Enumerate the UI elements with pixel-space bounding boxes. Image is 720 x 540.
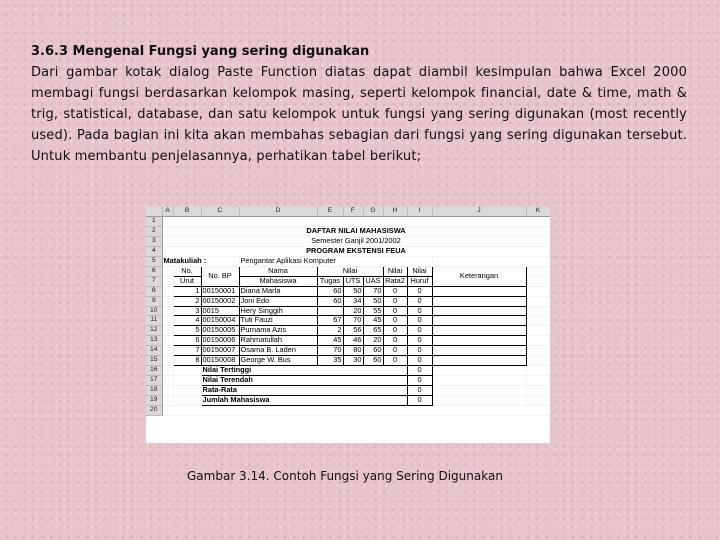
cell-rata2: 0	[383, 346, 407, 356]
cell-rata2: 0	[383, 326, 407, 336]
cell-nama: Tuti Fauzi	[239, 316, 317, 326]
empty-cell	[162, 296, 173, 306]
cell-uas: 65	[363, 326, 383, 336]
cell-keterangan	[432, 326, 526, 336]
row-number: 4	[146, 246, 162, 256]
row-number: 11	[146, 316, 162, 326]
cell-nobp: 00150005	[201, 326, 239, 336]
cell-nama: Joni Edo	[239, 296, 317, 306]
row-number: 20	[146, 406, 162, 416]
cell-rata2: 0	[383, 296, 407, 306]
student-row	[146, 306, 550, 316]
cell-nama: Rahmatullah	[239, 336, 317, 346]
row-number: 15	[146, 356, 162, 366]
sheet-subtitle: Semester Ganjil 2001/2002	[162, 236, 550, 246]
header-nilai-rata: Nilai	[383, 266, 407, 276]
cell-keterangan	[432, 296, 526, 306]
student-row	[146, 356, 550, 366]
cell-uts: 80	[343, 346, 363, 356]
sheet-row	[146, 366, 550, 376]
cell-uts: 70	[343, 316, 363, 326]
col-header-h: H	[383, 207, 407, 216]
summary-value: 0	[407, 366, 432, 376]
cell-huruf: 0	[407, 316, 432, 326]
empty-cell	[526, 316, 550, 326]
summary-terendah: Nilai Terendah	[201, 376, 407, 386]
header-uas: UAS	[363, 276, 383, 286]
empty-cell	[526, 286, 550, 296]
cell-tugas: 35	[317, 356, 343, 366]
empty-cell	[526, 326, 550, 336]
cell-uts: 50	[343, 286, 363, 296]
body-paragraph: Dari gambar kotak dialog Paste Function diatas dapat diambil kesimpulan bahwa Excel 2000 membagi fungsi berdasarkan kelompok masing, seperti kelompok financial, date & time, math & trig, statistical, database, dan satu kelompok untuk fungsi yang sering digunakan (most recently used). Pada bagian ini kita akan membahas sebagian dari fungsi yang sering digunakan tersebut. Untuk membantu penjelasannya, perhatikan tabel berikut;	[31, 65, 687, 164]
cell-tugas: 70	[317, 346, 343, 356]
cell-tugas: 2	[317, 326, 343, 336]
row-number: 10	[146, 306, 162, 316]
row-number: 5	[146, 256, 162, 266]
cell-uts: 34	[343, 296, 363, 306]
sheet-row	[146, 236, 550, 246]
row-number: 13	[146, 336, 162, 346]
student-row	[146, 316, 550, 326]
summary-rata: Rata-Rata	[201, 386, 407, 396]
cell-keterangan	[432, 336, 526, 346]
cell-huruf: 0	[407, 286, 432, 296]
cell-no: 5	[173, 326, 201, 336]
cell-uas: 70	[363, 286, 383, 296]
spreadsheet-image	[146, 207, 550, 443]
student-row	[146, 346, 550, 356]
header-mahasiswa: Mahasiswa	[239, 276, 317, 286]
row-number: 8	[146, 286, 162, 296]
header-urut: Urut	[173, 276, 201, 286]
cell-huruf: 0	[407, 306, 432, 316]
student-row	[146, 296, 550, 306]
row-number: 17	[146, 376, 162, 386]
empty-cell	[526, 346, 550, 356]
cell-no: 8	[173, 356, 201, 366]
matkul-label: Matakuliah :	[162, 256, 239, 266]
cell-nobp: 00150002	[201, 296, 239, 306]
header-uts: UTS	[343, 276, 363, 286]
row-number: 6	[146, 266, 162, 276]
cell-tugas	[317, 306, 343, 316]
cell-huruf: 0	[407, 356, 432, 366]
col-header-i: I	[407, 207, 432, 216]
cell-tugas: 60	[317, 296, 343, 306]
cell-nama: George W. Bus	[239, 356, 317, 366]
row-number: 19	[146, 396, 162, 406]
cell-nobp: 00150006	[201, 336, 239, 346]
cell-nobp: 00150008	[201, 356, 239, 366]
sheet-row	[146, 226, 550, 236]
empty-cell	[526, 336, 550, 346]
section-heading: 3.6.3 Mengenal Fungsi yang sering digunakan	[31, 44, 370, 59]
cell-rata2: 0	[383, 316, 407, 326]
sheet-title: DAFTAR NILAI MAHASISWA	[162, 226, 550, 236]
cell-rata2: 0	[383, 336, 407, 346]
cell-rata2: 0	[383, 356, 407, 366]
matkul-value: Pengantar Aplikasi Komputer	[239, 256, 432, 266]
empty-cell	[162, 326, 173, 336]
cell-no: 3	[173, 306, 201, 316]
cell-no: 2	[173, 296, 201, 306]
cell-uas: 55	[363, 306, 383, 316]
header-nama: Nama	[239, 266, 317, 276]
cell-no: 7	[173, 346, 201, 356]
cell-nama: Hery Singgih	[239, 306, 317, 316]
col-header-a: A	[162, 207, 173, 216]
sheet-row	[146, 396, 550, 406]
sheet-row	[146, 246, 550, 256]
cell-no: 1	[173, 286, 201, 296]
row-number: 18	[146, 386, 162, 396]
col-header-c: C	[201, 207, 239, 216]
empty-cell	[162, 286, 173, 296]
cell-keterangan	[432, 286, 526, 296]
header-keterangan: Keterangan	[432, 266, 526, 286]
header-nilai: Nilai	[317, 266, 383, 276]
row-number: 16	[146, 366, 162, 376]
cell-uas: 60	[363, 346, 383, 356]
header-nobp: No. BP	[201, 266, 239, 286]
cell-nobp: 00150001	[201, 286, 239, 296]
cell-rata2: 0	[383, 286, 407, 296]
cell-uts: 56	[343, 326, 363, 336]
cell-uas: 50	[363, 296, 383, 306]
sheet-row	[146, 266, 550, 276]
row-number: 9	[146, 296, 162, 306]
student-row	[146, 336, 550, 346]
figure-caption: Gambar 3.14. Contoh Fungsi yang Sering Digunakan	[187, 469, 503, 483]
sheet-row	[146, 216, 550, 226]
empty-cell	[526, 356, 550, 366]
empty-cell	[162, 306, 173, 316]
cell-nobp: 00150004	[201, 316, 239, 326]
row-number: 14	[146, 346, 162, 356]
cell-keterangan	[432, 306, 526, 316]
sheet-program: PROGRAM EKSTENSI FEUA	[162, 246, 550, 256]
sheet-row	[146, 376, 550, 386]
cell-uts: 46	[343, 336, 363, 346]
empty-cell	[526, 306, 550, 316]
cell-uas: 20	[363, 336, 383, 346]
header-nilai-huruf: Nilai	[407, 266, 432, 276]
cell-nama: Diana Marla	[239, 286, 317, 296]
empty-cell	[162, 316, 173, 326]
cell-no: 6	[173, 336, 201, 346]
cell-huruf: 0	[407, 326, 432, 336]
cell-keterangan	[432, 316, 526, 326]
summary-value: 0	[407, 376, 432, 386]
cell-huruf: 0	[407, 346, 432, 356]
row-number: 12	[146, 326, 162, 336]
corner-cell	[146, 207, 162, 216]
cell-nama: Osama B. Laden	[239, 346, 317, 356]
cell-uas: 45	[363, 316, 383, 326]
cell-uas: 60	[363, 356, 383, 366]
col-header-k: K	[526, 207, 550, 216]
sheet-row	[146, 406, 550, 416]
cell-tugas: 60	[317, 286, 343, 296]
col-header-g: G	[363, 207, 383, 216]
empty-cell	[162, 346, 173, 356]
summary-value: 0	[407, 386, 432, 396]
cell-tugas: 45	[317, 336, 343, 346]
row-number: 2	[146, 226, 162, 236]
col-header-e: E	[317, 207, 343, 216]
cell-tugas: 67	[317, 316, 343, 326]
cell-nobp: 00150007	[201, 346, 239, 356]
cell-uts: 20	[343, 306, 363, 316]
cell-keterangan	[432, 356, 526, 366]
col-header-f: F	[343, 207, 363, 216]
student-row	[146, 326, 550, 336]
empty-cell	[526, 296, 550, 306]
cell-huruf: 0	[407, 336, 432, 346]
cell-rata2: 0	[383, 306, 407, 316]
empty-cell	[162, 336, 173, 346]
header-no: No.	[173, 266, 201, 276]
row-number: 3	[146, 236, 162, 246]
cell-keterangan	[432, 346, 526, 356]
cell-nobp: 0015	[201, 306, 239, 316]
cell-huruf: 0	[407, 296, 432, 306]
col-header-d: D	[239, 207, 317, 216]
cell-no: 4	[173, 316, 201, 326]
empty-cell	[162, 356, 173, 366]
student-row	[146, 286, 550, 296]
header-huruf: Huruf	[407, 276, 432, 286]
summary-jumlah: Jumlah Mahasiswa	[201, 396, 407, 406]
sheet-row	[146, 386, 550, 396]
cell-uts: 30	[343, 356, 363, 366]
summary-tertinggi: Nilai Tertinggi	[201, 366, 407, 376]
column-header-row	[146, 207, 550, 216]
sheet-row	[146, 256, 550, 266]
row-number: 1	[146, 216, 162, 226]
header-tugas: Tugas	[317, 276, 343, 286]
col-header-j: J	[432, 207, 526, 216]
row-number: 7	[146, 276, 162, 286]
cell-nama: Purnama Azis	[239, 326, 317, 336]
header-rata2: Rata2	[383, 276, 407, 286]
summary-value: 0	[407, 396, 432, 406]
col-header-b: B	[173, 207, 201, 216]
